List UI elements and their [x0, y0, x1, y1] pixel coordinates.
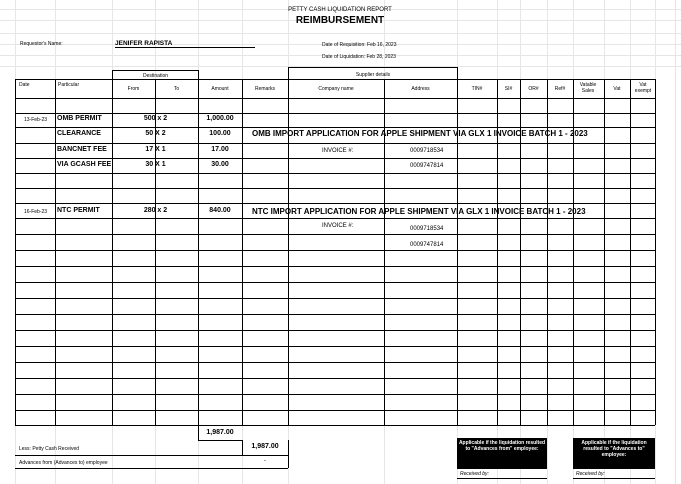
- header-company: Company name: [318, 86, 354, 92]
- row-amount: 840.00: [209, 207, 231, 214]
- received-by-label: Received by:: [460, 471, 489, 477]
- advances-to-box: Applicable if the liquidation resulted to "Advances to" employee:: [573, 438, 655, 469]
- row-from: 17 X 1: [145, 146, 166, 153]
- header-vat: Vat: [613, 86, 621, 92]
- header-to: To: [173, 86, 180, 92]
- less-label: Less: Petty Cash Received: [19, 446, 80, 452]
- row-date: 16-Feb-23: [24, 209, 48, 215]
- header-vatable: Vatable Sales: [579, 82, 597, 94]
- invoice-label: INVOICE #:: [322, 148, 354, 154]
- row-from: 50 X 2: [145, 130, 166, 137]
- invoice-number: 0009718534: [410, 226, 444, 232]
- row-from: 280 x 2: [143, 207, 168, 214]
- header-ref: Ref#: [554, 86, 566, 92]
- header-date: Date: [19, 82, 30, 88]
- row-particular: CLEARANCE: [57, 130, 101, 137]
- row-amount: 17.00: [211, 146, 229, 153]
- row-particular: NTC PERMIT: [57, 207, 100, 214]
- date-liquidation: Date of Liquidation: Feb 28, 2023: [322, 54, 396, 60]
- report-title: PETTY CASH LIQUIDATION REPORT: [288, 7, 392, 13]
- header-amount: Amount: [211, 86, 229, 92]
- row-particular: OMB PERMIT: [57, 115, 102, 122]
- header-from: From: [127, 86, 140, 92]
- advances-value: -: [264, 458, 266, 464]
- supplier-group-header: Supplier details: [355, 72, 391, 78]
- less-value: 1,987.00: [251, 443, 279, 450]
- date-requisition: Date of Requisition: Feb 16, 2023: [322, 42, 397, 48]
- row-amount: 1,000.00: [206, 115, 234, 122]
- invoice-number: 0009747814: [410, 163, 444, 169]
- header-address: Address: [411, 86, 430, 92]
- row-amount: 100.00: [209, 130, 231, 137]
- received-by-label: Received by:: [576, 471, 605, 477]
- total-amount: 1,987.00: [206, 429, 234, 436]
- destination-group-header: Destination: [142, 73, 168, 79]
- row-amount: 30.00: [211, 161, 229, 168]
- header-vat-exempt: Vat exempt: [634, 82, 652, 94]
- header-or: OR#: [528, 86, 539, 92]
- report-subtitle: REIMBURSEMENT: [295, 15, 385, 26]
- invoice-number: 0009747814: [410, 242, 444, 248]
- requestor-name: JENIFER RAPISTA: [115, 40, 255, 48]
- header-remarks: Remarks: [254, 86, 275, 92]
- row-particular: VIA GCASH FEE: [57, 161, 112, 168]
- advances-from-box: Applicable if the liquidation resulted to "Advances from" employee:: [457, 438, 547, 469]
- row-from: 500 x 2: [143, 115, 168, 122]
- ntc-remark: NTC IMPORT APPLICATION FOR APPLE SHIPMENT VIA GLX 1 INVOICE BATCH 1 - 2023: [252, 207, 586, 216]
- row-date: 13-Feb-23: [24, 117, 48, 123]
- omb-remark: OMB IMPORT APPLICATION FOR APPLE SHIPMENT VIA GLX 1 INVOICE BATCH 1 - 2023: [252, 129, 588, 138]
- advances-label: Advances from (Advances to) employee: [19, 460, 108, 466]
- row-from: 30 X 1: [145, 161, 166, 168]
- header-particular: Particular: [58, 82, 80, 88]
- invoice-label: INVOICE #:: [322, 223, 354, 229]
- header-si: SI#: [504, 86, 513, 92]
- requestor-label: Requestor's Name:: [20, 41, 63, 47]
- header-tin: TIN#: [471, 86, 483, 92]
- invoice-number: 0009718534: [410, 148, 444, 154]
- row-particular: BANCNET FEE: [57, 146, 107, 153]
